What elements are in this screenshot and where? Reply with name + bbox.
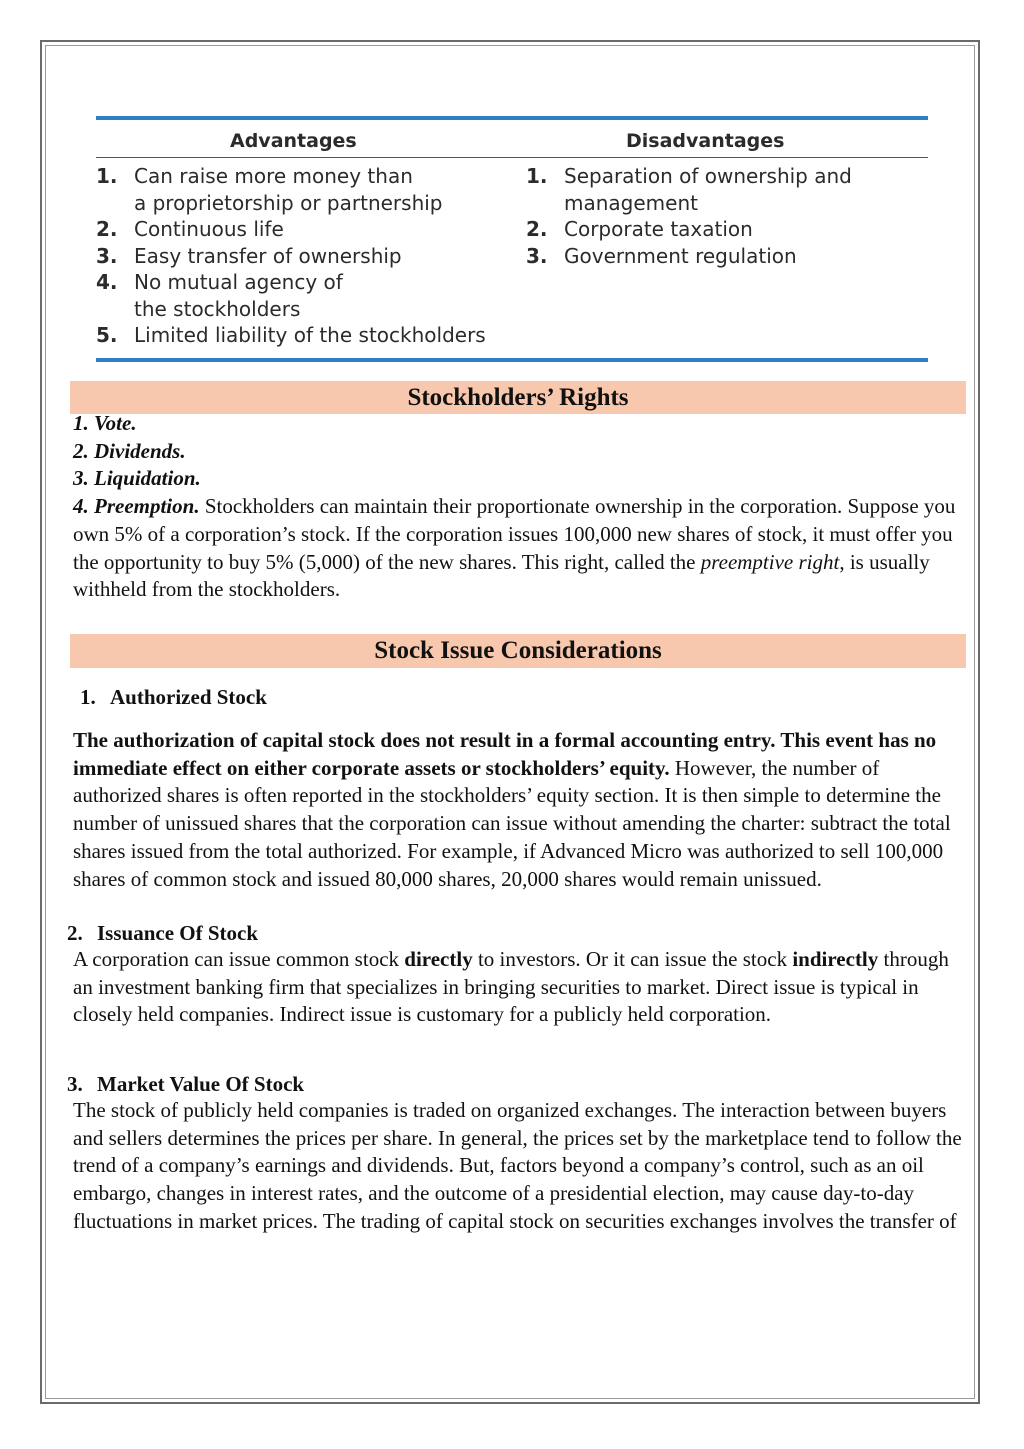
- rights-item-liquidation: 3. Liquidation.: [73, 466, 201, 491]
- authorized-stock-paragraph: The authorization of capital stock does not result in a formal accounting entry. This event has no immediate effect on either corporate assets or stockholders’ equity. However, the number of authorized shares is often reported in the stockholders’ equity section. It is then simple to determine the number of unissued shares that the corporation can issue without amending the charter: subtract the total shares issued from the total authorized. For example, if Advanced Micro was authorized to sell 100,000 shares of common stock and issued 80,000 shares, 20,000 shares would remain unissued.: [73, 728, 951, 891]
- stockholders-rights-heading: Stockholders’ Rights: [70, 381, 966, 414]
- rights-item-vote: 1. Vote.: [73, 411, 137, 435]
- list-item: 5. Limited liability of the stockholders: [96, 323, 486, 347]
- list-item: 3. Easy transfer of ownership: [96, 243, 402, 268]
- market-value-paragraph: The stock of publicly held companies is traded on organized exchanges. The interaction between buyers and sellers determines the prices per share. In general, the prices set by the marketplace tend to follow the trend of a company’s earnings and dividends. But, factors beyond a company’s control, such as an oil embargo, changes in interest rates, and the outcome of a presidential election, may cause day-to-day fluctuations in market prices. The trading of capital stock on securities exchanges involves the transfer of: [73, 1098, 962, 1233]
- list-item: 1. Can raise more money than a proprietorship or partnership: [96, 164, 443, 215]
- list-item: 4. No mutual agency of the stockholders: [96, 270, 343, 321]
- advantages-disadvantages-figure: [96, 116, 928, 362]
- advantages-heading: Advantages: [230, 130, 357, 152]
- disadvantages-heading: Disadvantages: [626, 130, 785, 152]
- list-item: 2. Corporate taxation: [526, 217, 753, 241]
- figure-top-rule: [96, 116, 928, 120]
- advantages-list: [96, 163, 486, 349]
- list-item: 1. Separation of ownership and management: [526, 164, 852, 215]
- preemptive-right-term: preemptive right: [700, 549, 840, 574]
- rights-item-dividends: 2. Dividends.: [73, 438, 186, 463]
- figure-bottom-rule: [96, 358, 928, 362]
- list-item: 3. Government regulation: [526, 243, 797, 268]
- figure-header-rule: [96, 157, 928, 158]
- authorized-stock-heading: 1. Authorized Stock: [80, 685, 267, 709]
- issuance-of-stock-heading: 2. Issuance Of Stock: [67, 921, 259, 945]
- list-item: 2. Continuous life: [96, 217, 284, 241]
- stock-issue-heading: Stock Issue Considerations: [70, 634, 966, 668]
- stockholders-rights-list: [73, 410, 963, 604]
- issuance-of-stock-paragraph: A corporation can issue common stock directly to investors. Or it can issue the stock indirectly through an investment banking firm that specializes in bringing securities to market. Direct issue is typical in closely held companies. Indirect issue is customary for a publicly held corporation.: [73, 947, 949, 1027]
- rights-item-preemption: 4. Preemption. Stockholders can maintain their proportionate ownership in the corporation. Suppose you own 5% of a corporation’s stock. If the corporation issues 100,000 new shares of stock, it must offer you the opportunity to buy 5% (5,000) of the new shares. This right, called the preemptive right, is usually withheld from the stockholders.: [73, 494, 956, 602]
- disadvantages-list: [526, 163, 852, 269]
- market-value-heading: 3. Market Value Of Stock: [67, 1072, 305, 1096]
